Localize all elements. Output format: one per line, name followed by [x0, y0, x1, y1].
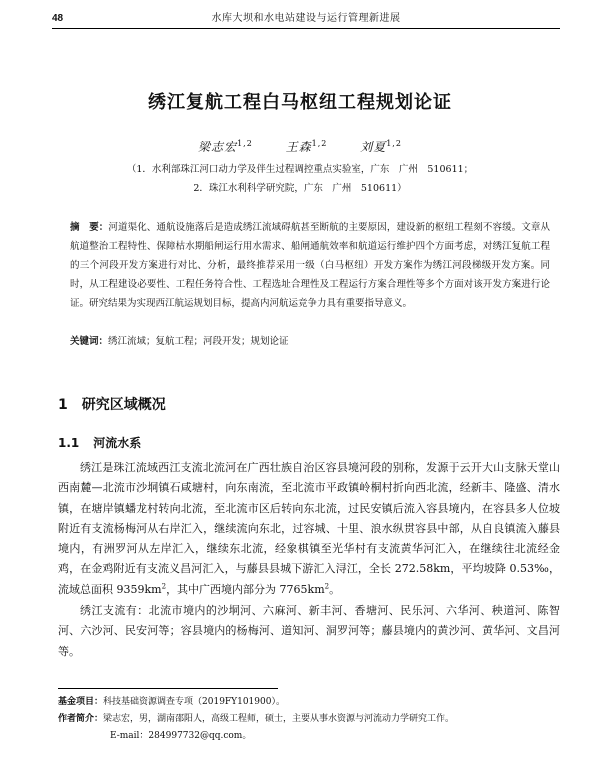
section-heading-1-1: 1.1 河流水系: [58, 436, 142, 450]
keywords-text: 绣江流域；复航工程；河段开发；规划论证: [108, 336, 289, 347]
affiliation-1: （1．水利部珠江河口动力学及伴生过程调控重点实验室，广东 广州 510611；: [126, 164, 474, 175]
body-paragraph-1: 绣江是珠江流域西江支流北流河在广西壮族自治区容县境河段的别称，发源于云开大山支脉天堂山西南麓—北流市沙垌镇石咸塘村，向东南流，至北流市平政镇岭桐村折向西北流，经新丰、隆盛、清水镇，在塘岸镇蟠龙村转向北流，至北流市区后转向东北流，过民安镇后流入容县境内，在容县多人位坡附近有支流杨梅河从右岸汇入，继续流向东北，过容城、十里、浪水纵贯容县中部，从自良镇流入藤县境内，有洲罗河从左岸汇入，继续东北流，经象棋镇至光华村有支流黄华河汇入，在继续往北流经金鸡，在金鸡附近有支流义昌河汇入，与藤县县城下游汇入浔江，全长 272.58km，平均坡降 0.53‰，流域总面积 $9359km^2$，其中广西境内部分为 $7765km^2$。: [58, 461, 560, 596]
affiliation-2: 2．珠江水利科学研究院，广东 广州 510611）: [193, 183, 407, 194]
author-note: 作者简介：梁志宏，男，湖南邵阳人，高级工程师，硕士，主要从事水资源与河流动力学研究工作。: [58, 714, 455, 724]
body-paragraph-2: 绣江支流有：北流市境内的沙垌河、六麻河、新丰河、香塘河、民乐河、六华河、秧道河、陈智河、六沙河、民安河等；容县境内的杨梅河、道知河、洞罗河等；藤县境内的黄沙河、黄华河、文昌河等。: [58, 604, 560, 658]
footnotes: [58, 694, 560, 745]
author-2: 王森$^{1,2}$: [285, 139, 328, 154]
section-heading-1: 1 研究区域概况: [58, 397, 166, 413]
page-number: 48: [52, 13, 64, 24]
fund-note: 基金项目：科技基础资源调查专项（2019FY101900）。: [58, 697, 285, 707]
running-header: [52, 10, 560, 29]
author-email: E-mail：284997732@qq.com。: [110, 731, 252, 741]
keywords-label: 关键词：: [70, 336, 109, 347]
journal-name: 水库大坝和水电站建设与运行管理新进展: [211, 13, 401, 24]
abstract-text: 河道渠化、通航设施落后是造成绣江流域碍航甚至断航的主要原因，建设新的枢纽工程刻不容缓。文章从航道整治工程特性、保障枯水期船闸运行用水需求、船闸通航效率和航道运行维护四个方面考虑，对绣江复航工程的三个河段开发方案进行对比、分析，最终推荐采用一级（白马枢纽）开发方案作为绣江河段梯级开发方案。同时，从工程建设必要性、工程任务符合性、工程选址合理性及工程运行方案合理性等多个方面对该开发方案进行论证。研究结果为实现西江航运规划目标，提高内河航运竞争力具有重要指导意义。: [70, 222, 550, 309]
keywords: [70, 333, 550, 347]
author-list: [40, 138, 560, 155]
author-1: 梁志宏$^{1,2}$: [198, 139, 253, 154]
footnote-rule: [58, 688, 278, 689]
author-3: 刘夏$^{1,2}$: [360, 139, 402, 154]
abstract-label: 摘 要：: [70, 222, 109, 233]
abstract: [70, 218, 550, 313]
paper-title: 绣江复航工程白马枢纽工程规划论证: [148, 92, 452, 113]
